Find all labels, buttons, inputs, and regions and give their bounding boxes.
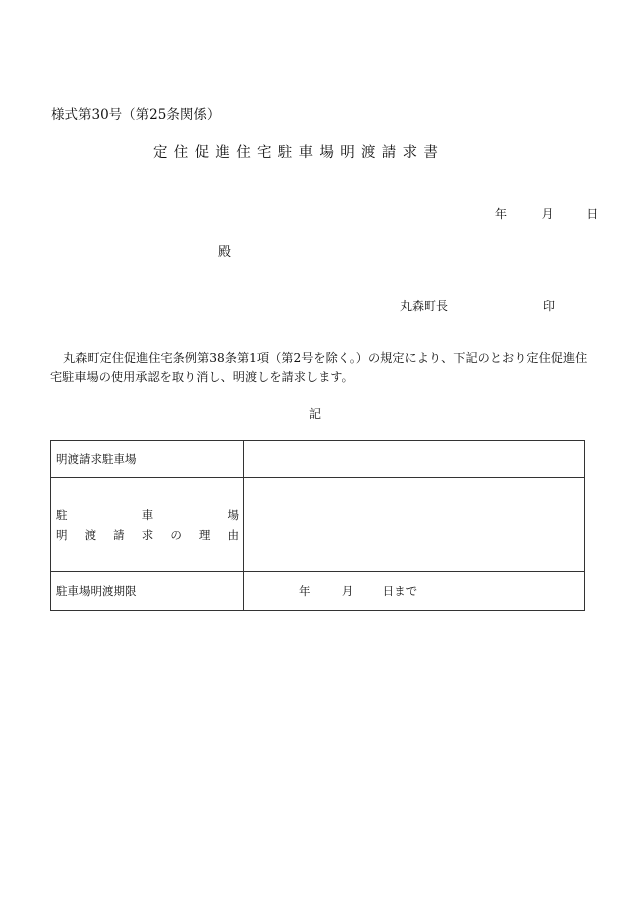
deadline-month-label: 月 <box>341 584 354 598</box>
issuer-seal: 印 <box>543 299 556 313</box>
reason-label-char: 明 <box>56 527 68 542</box>
table-row <box>51 441 585 478</box>
table-row <box>51 572 585 611</box>
date-day-label: 日 <box>586 207 599 221</box>
reason-label-line-2 <box>56 525 243 545</box>
reason-label-char: 駐 <box>56 507 68 522</box>
reason-label-char: 車 <box>141 507 154 522</box>
document-title: 定住促進住宅駐車場明渡請求書 <box>153 145 445 161</box>
parking-lot-value <box>244 441 585 478</box>
detail-table <box>50 440 585 611</box>
reason-label-char: 請 <box>113 527 125 542</box>
deadline-day-label: 日まで <box>382 584 418 598</box>
date-line <box>495 205 598 222</box>
reason-label-char: 理 <box>198 527 211 542</box>
reason-label-char: 渡 <box>84 527 97 542</box>
reason-value <box>244 478 585 572</box>
body-paragraph: 丸森町定住促進住宅条例第38条第1項（第2号を除く。）の規定により、下記のとおり定住促進住宅駐車場の使用承認を取り消し、明渡しを請求します。 <box>50 351 588 384</box>
reason-label-char: 求 <box>141 527 154 542</box>
parking-lot-label: 明渡請求駐車場 <box>51 441 244 478</box>
ki-heading: 記 <box>309 407 322 421</box>
reason-label-char: 由 <box>227 527 239 542</box>
deadline-label: 駐車場明渡期限 <box>51 572 244 611</box>
issuer-name: 丸森町長 <box>400 299 449 313</box>
form-number: 様式第30号（第25条関係） <box>51 107 221 123</box>
deadline-year-label: 年 <box>299 584 311 598</box>
reason-label-line-1 <box>56 505 243 525</box>
addressee-honorific: 殿 <box>218 245 232 260</box>
date-year-label: 年 <box>495 207 508 221</box>
reason-label-char: の <box>170 527 182 542</box>
reason-label-char: 場 <box>227 507 239 522</box>
reason-label <box>51 478 244 572</box>
date-month-label: 月 <box>541 207 554 221</box>
deadline-value <box>244 572 585 611</box>
table-row <box>51 478 585 572</box>
